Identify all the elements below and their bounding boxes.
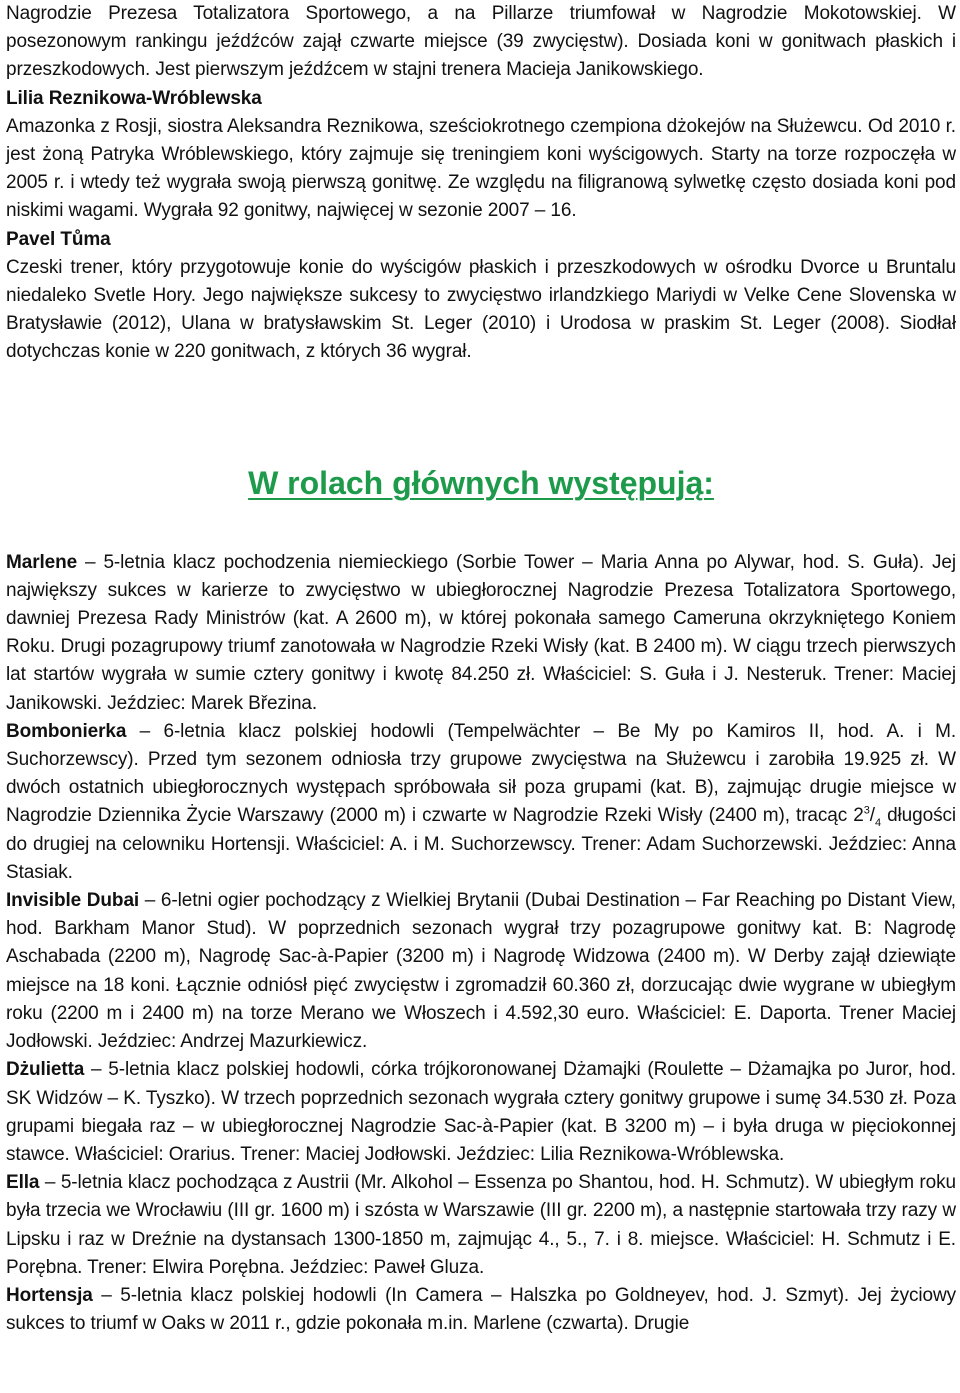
bio-reznikowa-name: Lilia Reznikowa-Wróblewska: [6, 87, 262, 109]
horse-description: – 5-letnia klacz pochodząca z Austrii (Mr. Alkohol – Essenza po Shantou, hod. H. Schmutz). W ubiegłym roku była trzecia we Wrocławiu (III gr. 1600 m) i szósta w Warszawie (III gr. 2200 m), a następnie startowała trzy razy w Lipsku i raz w Dreźnie na dystansach 1300-1850 m, zajmując 4., 5., 7. i 8. miejsce. Właściciel: H. Schmutz i E. Porębna. Trener: Elwira Porębna. Jeździec: Paweł Gluza.: [6, 1172, 956, 1278]
bio-tuma-text: Czeski trener, który przygotowuje konie do wyścigów płaskich i przeszkodowych w ośrodku Dvorce u Bruntalu niedaleko Svetle Hory. Jego największe sukcesy to zwycięstwo irlandzkiego Mariydi w Velke Cene Slovenska w Bratysławie (2012), Ulana w bratysławskim St. Leger (2010) i Urodosa w praskim St. Leger (2008). Siodłał dotychczas konie w 220 gonitwach, z których 36 wygrał.: [6, 256, 956, 363]
horse-name: Bombonierka: [6, 720, 127, 742]
fraction-numerator: 3: [863, 805, 870, 818]
bio-tuma-name-line: [6, 226, 956, 254]
horse-description-part1: – 6-letnia klacz polskiej hodowli (Tempelwächter – Be My po Kamiros II, hod. A. i M. Suchorzewscy). Przed tym sezonem odniosła trzy grupowe zwycięstwa na Służewcu i zarobiła 19.925 zł. W dwóch ostatnich ubiegłorocznych występach spróbowała sił poza grupami (kat. B), zajmując drugie miejsce w Nagrodzie Dziennika Życie Warszawy (2000 m) i czwarte w Nagrodzie Rzeki Wisły (2400 m), tracąc 2: [6, 720, 956, 827]
section-heading-wrap: [6, 463, 956, 503]
fraction-slash: /: [869, 805, 875, 827]
horse-entry-hortensja: [6, 1282, 956, 1338]
section-heading: W rolach głównych występują:: [248, 464, 714, 501]
bio-reznikowa-paragraph: [6, 113, 956, 226]
bio-reznikowa-text: Amazonka z Rosji, siostra Aleksandra Reznikowa, sześciokrotnego czempiona dżokejów na Służewcu. Od 2010 r. jest żoną Patryka Wróblewskiego, który zajmuje się treningiem koni wyścigowych. Starty na torze rozpoczęła w 2005 r. i wtedy też wygrała swoją pierwszą gonitwę. Ze względu na filigranową sylwetkę często dosiada koni pod niskimi wagami. Wygrała 92 gonitwy, najwięcej w sezonie 2007 – 16.: [6, 115, 956, 222]
horse-entry-dzulietta: [6, 1056, 956, 1169]
horse-description: – 5-letnia klacz pochodzenia niemieckiego (Sorbie Tower – Maria Anna po Alywar, hod. S. Guła). Jej największy sukces w karierze to zwycięstwo w ubiegłorocznej Nagrodzie Prezesa Totalizatora Sportowego, dawniej Prezesa Rady Ministrów (kat. A 2600 m), w której pokonała samego Cameruna okrzykniętego Koniem Roku. Drugi pozagrupowy triumf zanotowała w Nagrodzie Rzeki Wisły (kat. B 2400 m). W ciągu trzech pierwszych lat startów wygrała w sumie cztery gonitwy i kwotę 84.250 zł. Właściciel: S. Guła i J. Nesteruk. Trener: Maciej Janikowski. Jeździec: Marek Březina.: [6, 551, 956, 714]
intro-paragraph: [6, 0, 956, 85]
horse-entry-marlene: [6, 549, 956, 718]
horse-description: – 5-letnia klacz polskiej hodowli, córka trójkoronowanej Dżamajki (Roulette – Dżamajka po Juror, hod. SK Widzów – K. Tyszko). W trzech poprzednich sezonach wygrała cztery gonitwy grupowe i sumę 34.530 zł. Poza grupami biegała raz – w ubiegłorocznej Nagrodzie Sac-à-Papier (kat. B 3200 m) – i była druga w pięciokonnej stawce. Właściciel: Orarius. Trener: Maciej Jodłowski. Jeździec: Lilia Reznikowa-Wróblewska.: [6, 1059, 956, 1165]
horse-description: – 6-letni ogier pochodzący z Wielkiej Brytanii (Dubai Destination – Far Reaching po Distant View, hod. Barkham Manor Stud). W poprzednich sezonach wygrał trzy pozagrupowe gonitwy kat. B: Nagrodę Aschabada (2200 m), Nagrodę Sac-à-Papier (3200 m) i Nagrodę Widzowa (2400 m). W Derby zajął dziewiąte miejsce na 18 koni. Łącznie odniósł pięć zwycięstw i zgromadził 60.360 zł, dorzucając dwie wygrane w ubiegłym roku (2200 m i 2400 m) na torze Merano we Włoszech i 4.592,30 euro. Właściciel: E. Daporta. Trener Maciej Jodłowski. Jeździec: Andrzej Mazurkiewicz.: [6, 890, 956, 1053]
document-page: [6, 0, 956, 1338]
horse-entry-ella: [6, 1169, 956, 1282]
fraction-denominator: 4: [874, 817, 881, 830]
horse-description-part2: długości do drugiej na celowniku Hortensji. Właściciel: A. i M. Suchorzewscy. Trener: Adam Suchorzewski. Jeździec: Anna Stasiak.: [6, 805, 956, 883]
horse-name: Hortensja: [6, 1284, 93, 1306]
horse-entry-bombonierka: [6, 718, 956, 887]
horse-description: – 5-letnia klacz polskiej hodowli (In Camera – Halszka po Goldneyev, hod. J. Szmyt). Jej życiowy sukces to triumf w Oaks w 2011 r., gdzie pokonała m.in. Marlene (czwarta). Drugie: [6, 1284, 956, 1335]
bio-tuma-name: Pavel Tůma: [6, 228, 111, 250]
horse-name: Dżulietta: [6, 1059, 85, 1081]
horse-entry-invisible-dubai: [6, 887, 956, 1056]
intro-text: Nagrodzie Prezesa Totalizatora Sportowego, a na Pillarze triumfował w Nagrodzie Mokotowskiej. W posezonowym rankingu jeźdźców zajął czwarte miejsce (39 zwycięstw). Dosiada koni w gonitwach płaskich i przeszkodowych. Jest pierwszym jeźdźcem w stajni trenera Macieja Janikowskiego.: [6, 3, 956, 81]
bio-tuma-paragraph: [6, 254, 956, 367]
horse-name: Ella: [6, 1172, 40, 1194]
bio-reznikowa-name-line: [6, 85, 956, 113]
horse-name: Invisible Dubai: [6, 890, 140, 912]
horse-name: Marlene: [6, 551, 78, 573]
